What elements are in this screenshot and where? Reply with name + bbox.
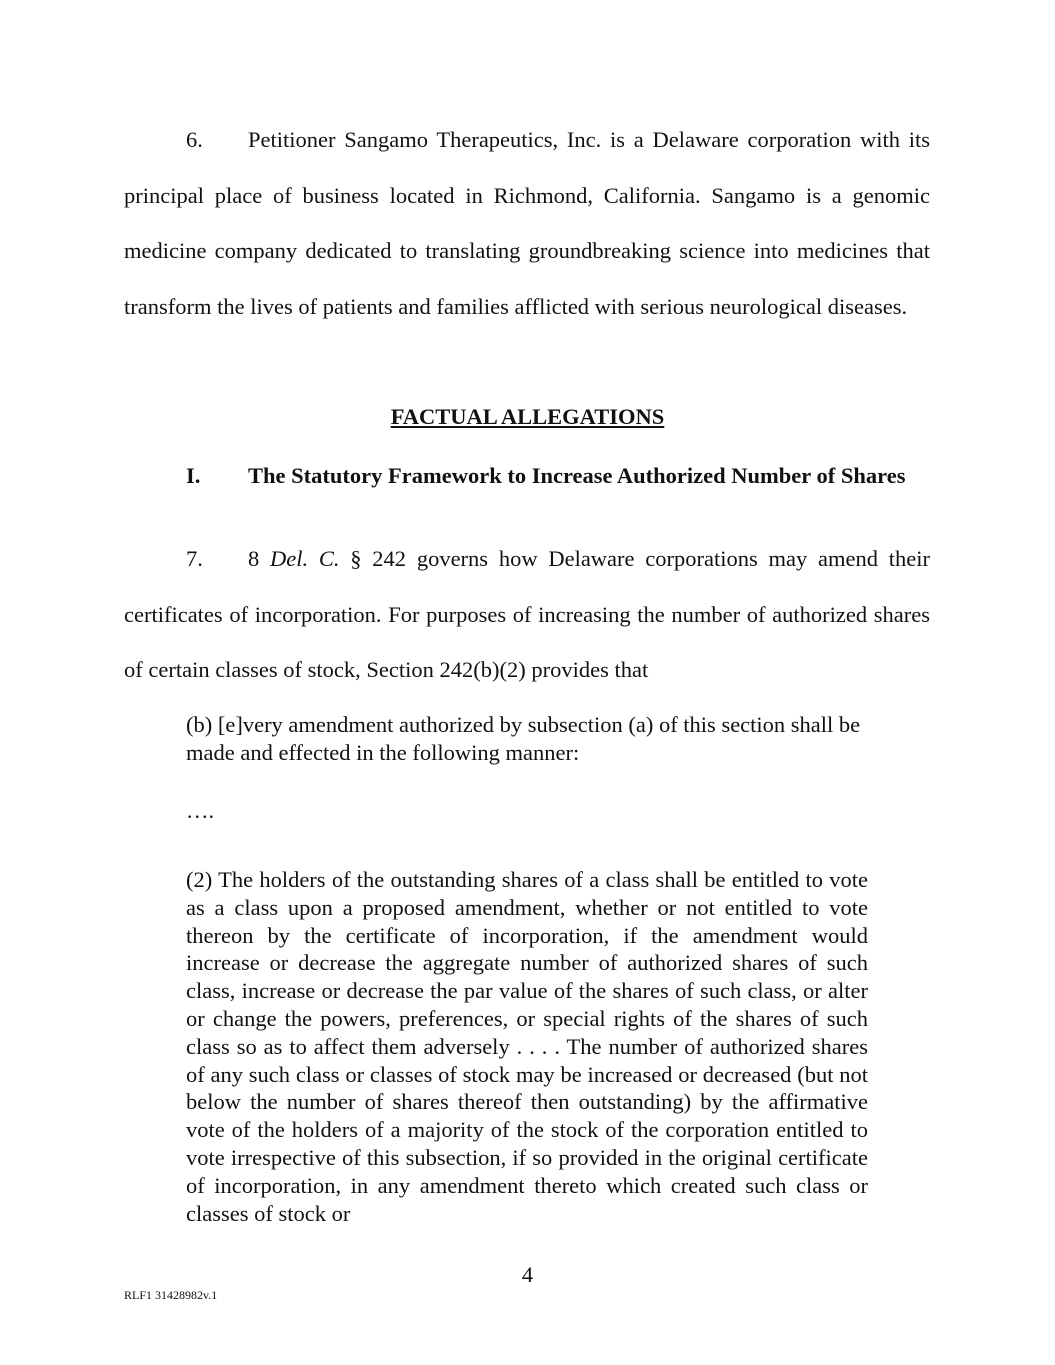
citation-italic: Del. C. xyxy=(270,546,340,571)
paragraph-6 xyxy=(124,112,930,334)
section-heading: FACTUAL ALLEGATIONS xyxy=(390,404,665,429)
paragraph-number: 6. xyxy=(186,127,203,152)
citation-prefix: 8 xyxy=(248,546,271,571)
page-number: 4 xyxy=(521,1262,534,1287)
document-id: RLF1 31428982v.1 xyxy=(124,1288,218,1302)
paragraph-7 xyxy=(124,531,930,698)
paragraph-text: § 242 governs how Delaware corporations may amend their certificates of incorporation. For purposes of increasing the number of authorized shares of certain classes of stock, Section 242(b)(2) provides that xyxy=(124,546,930,682)
block-quote-ellipsis: …. xyxy=(186,798,215,823)
subheading xyxy=(186,462,930,490)
block-quote-part-b: (b) [e]very amendment authorized by subsection (a) of this section shall be made and effected in the following manner: xyxy=(186,712,861,765)
paragraph-text: Petitioner Sangamo Therapeutics, Inc. is a Delaware corporation with its principal place of business located in Richmond, California. Sangamo is a genomic medicine company dedicated to translating groundbreaking science into medicines that transform the lives of patients and families afflicted with serious neurological diseases. xyxy=(124,127,930,319)
paragraph-number: 7. xyxy=(186,546,203,571)
subheading-numeral: I. xyxy=(186,463,201,488)
block-quote-part-2: (2) The holders of the outstanding shares of a class shall be entitled to vote as a class upon a proposed amendment, whether or not entitled to vote thereon by the certificate of incorporation, if the amendment would increase or decrease the aggregate number of authorized shares of such class, increase or decrease the par value of the shares of such class, or alter or change the powers, preferences, or special rights of the shares of such class so as to affect them adversely . . . . The number of authorized shares of any such class or classes of stock may be increased or decreased (but not below the number of shares thereof then outstanding) by the affirmative vote of the holders of a majority of the stock of the corporation entitled to vote irrespective of this subsection, if so provided in the original certificate of incorporation, in any amendment thereto which created such class or classes of stock or xyxy=(186,867,868,1226)
subheading-text: The Statutory Framework to Increase Authorized Number of Shares xyxy=(248,463,906,488)
